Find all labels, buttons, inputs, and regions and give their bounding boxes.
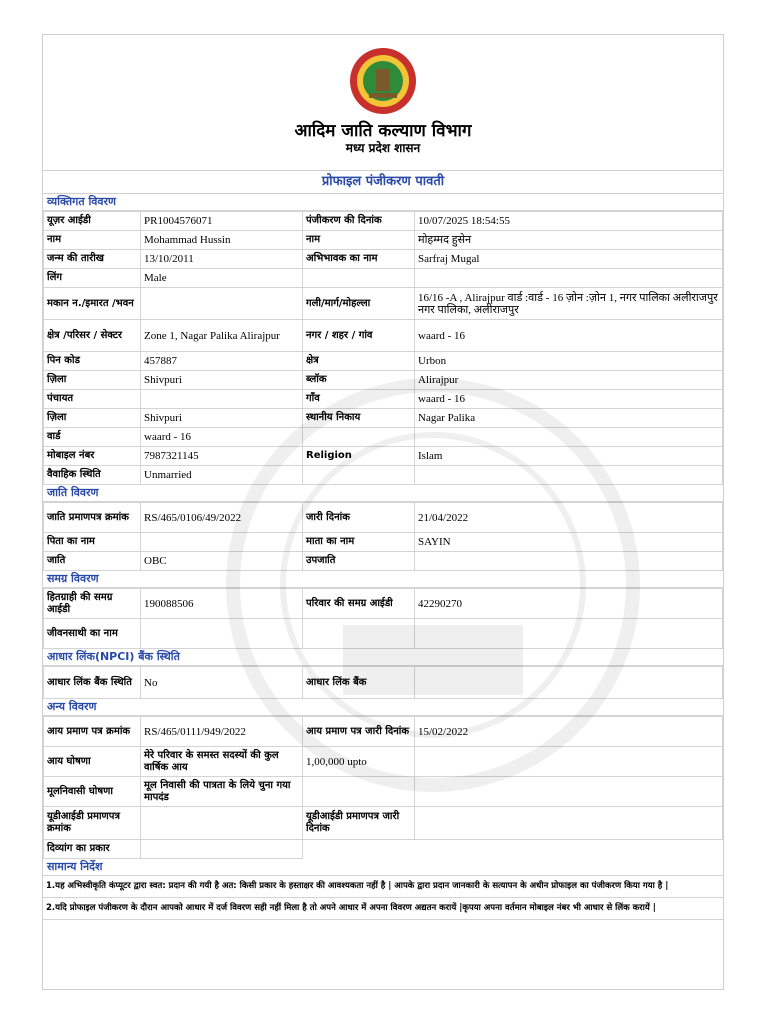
value-region: Urbon xyxy=(415,352,723,371)
label-member-id: हितग्राही की समग्र आईडी xyxy=(44,589,141,619)
label-father: पिता का नाम xyxy=(44,533,141,552)
value-family-id: 42290270 xyxy=(415,589,723,619)
department-title: आदिम जाति कल्याण विभाग xyxy=(294,121,472,141)
value-religion: Islam xyxy=(415,447,723,466)
income-decl-text: मेरे परिवार के समस्त सदस्यों की कुल वार्षिक आय xyxy=(141,747,303,777)
value-user-id: PR1004576071 xyxy=(141,212,303,231)
label-udid-issue: यूडीआईडी प्रमाणपत्र जारी दिनांक xyxy=(303,807,415,840)
label-family-id: परिवार की समग्र आईडी xyxy=(303,589,415,619)
label-religion: Religion xyxy=(303,447,415,466)
section-personal: व्यक्तिगत विवरण xyxy=(43,194,723,211)
label-village: गाँव xyxy=(303,390,415,409)
label-name: नाम xyxy=(44,231,141,250)
section-notes: सामान्य निर्देश xyxy=(43,859,723,876)
label-panchayat: पंचायत xyxy=(44,390,141,409)
value-caste-cert: RS/465/0106/49/2022 xyxy=(141,503,303,533)
label-marital: वैवाहिक स्थिति xyxy=(44,466,141,485)
label-caste: जाति xyxy=(44,552,141,571)
value-income-cert: RS/465/0111/949/2022 xyxy=(141,717,303,747)
other-table xyxy=(43,716,723,859)
personal-table xyxy=(43,211,723,485)
value-marital: Unmarried xyxy=(141,466,303,485)
value-panchayat xyxy=(141,390,303,409)
label-house: मकान न./इमारत /भवन xyxy=(44,288,141,320)
section-other: अन्य विवरण xyxy=(43,699,723,716)
caste-table xyxy=(43,502,723,571)
value-member-id: 190088506 xyxy=(141,589,303,619)
value-name: Mohammad Hussin xyxy=(141,231,303,250)
label-income-decl: आय घोषणा xyxy=(44,747,141,777)
government-name: मध्य प्रदेश शासन xyxy=(345,141,421,155)
value-disability xyxy=(141,840,303,859)
label-mobile: मोबाइल नंबर xyxy=(44,447,141,466)
header xyxy=(43,35,723,171)
value-mobile: 7987321145 xyxy=(141,447,303,466)
label-income-issue: आय प्रमाण पत्र जारी दिनांक xyxy=(303,717,415,747)
section-samagra: समग्र विवरण xyxy=(43,571,723,588)
label-user-id: यूज़र आईडी xyxy=(44,212,141,231)
value-subcaste xyxy=(415,552,723,571)
value-father xyxy=(141,533,303,552)
native-text: मूल निवासी की पात्रता के लिये चुना गया मापदंड xyxy=(141,777,303,807)
value-name-hindi: मोहम्मद हुसेन xyxy=(415,231,723,250)
note-2: 2.यदि प्रोफाइल पंजीकरण के दौरान आपको आधार में दर्ज विवरण सही नहीं मिला है तो अपने आधार में अपना विवरण अद्यतन करायें |कृपया अपना वर्तमान मोबाइल नंबर भी आधार से लिंक करायें | xyxy=(43,898,723,920)
receipt-title: प्रोफाइल पंजीकरण पावती xyxy=(43,171,723,194)
receipt-page xyxy=(42,34,724,990)
mp-emblem-icon xyxy=(349,47,417,115)
label-spouse: जीवनसाथी का नाम xyxy=(44,619,141,649)
label-district: ज़िला xyxy=(44,371,141,390)
value-aadhaar-bank xyxy=(415,667,723,699)
value-city: waard - 16 xyxy=(415,320,723,352)
label-local-body: स्थानीय निकाय xyxy=(303,409,415,428)
label-ward: वार्ड xyxy=(44,428,141,447)
label-aadhaar-bank: आधार लिंक बैंक xyxy=(303,667,415,699)
label-dob: जन्म की तारीख xyxy=(44,250,141,269)
label-reg-date: पंजीकरण की दिनांक xyxy=(303,212,415,231)
value-reg-date: 10/07/2025 18:54:55 xyxy=(415,212,723,231)
label-name-hindi: नाम xyxy=(303,231,415,250)
value-block: Alirajpur xyxy=(415,371,723,390)
value-street: 16/16 -A , Alirajpur वार्ड :वार्ड - 16 ज़ोन :ज़ोन 1, नगर पालिका अलीराजपुर नगर पालिका, अलीराजपुर xyxy=(415,288,723,320)
value-gender: Male xyxy=(141,269,303,288)
label-region: क्षेत्र xyxy=(303,352,415,371)
value-local-body: Nagar Palika xyxy=(415,409,723,428)
aadhaar-table xyxy=(43,666,723,699)
value-village: waard - 16 xyxy=(415,390,723,409)
label-caste-cert: जाति प्रमाणपत्र क्रमांक xyxy=(44,503,141,533)
value-ward: waard - 16 xyxy=(141,428,303,447)
value-area: Zone 1, Nagar Palika Alirajpur xyxy=(141,320,303,352)
value-issue-date: 21/04/2022 xyxy=(415,503,723,533)
label-disability: दिव्यांग का प्रकार xyxy=(44,840,141,859)
label-city: नगर / शहर / गांव xyxy=(303,320,415,352)
label-guardian: अभिभावक का नाम xyxy=(303,250,415,269)
label-street: गली/मार्ग/मोहल्ला xyxy=(303,288,415,320)
value-dob: 13/10/2011 xyxy=(141,250,303,269)
value-caste: OBC xyxy=(141,552,303,571)
value-udid xyxy=(141,807,303,840)
label-native: मूलनिवासी घोषणा xyxy=(44,777,141,807)
label-aadhaar-status: आधार लिंक बैंक स्थिति xyxy=(44,667,141,699)
section-aadhaar: आधार लिंक(NPCI) बैंक स्थिति xyxy=(43,649,723,666)
label-udid: यूडीआईडी प्रमाणपत्र क्रमांक xyxy=(44,807,141,840)
value-district-2: Shivpuri xyxy=(141,409,303,428)
value-guardian: Sarfraj Mugal xyxy=(415,250,723,269)
label-subcaste: उपजाति xyxy=(303,552,415,571)
value-house xyxy=(141,288,303,320)
value-spouse xyxy=(141,619,303,649)
label-income-cert: आय प्रमाण पत्र क्रमांक xyxy=(44,717,141,747)
samagra-table xyxy=(43,588,723,649)
value-income-decl: 1,00,000 upto xyxy=(303,747,415,777)
label-gender: लिंग xyxy=(44,269,141,288)
label-district-2: ज़िला xyxy=(44,409,141,428)
label-issue-date: जारी दिनांक xyxy=(303,503,415,533)
section-caste: जाति विवरण xyxy=(43,485,723,502)
value-mother: SAYIN xyxy=(415,533,723,552)
value-income-issue: 15/02/2022 xyxy=(415,717,723,747)
value-native xyxy=(303,777,415,807)
label-mother: माता का नाम xyxy=(303,533,415,552)
label-pin: पिन कोड xyxy=(44,352,141,371)
label-block: ब्लॉक xyxy=(303,371,415,390)
value-pin: 457887 xyxy=(141,352,303,371)
value-udid-issue xyxy=(415,807,723,840)
value-aadhaar-status: No xyxy=(141,667,303,699)
value-district: Shivpuri xyxy=(141,371,303,390)
label-area: क्षेत्र /परिसर / सेक्टर xyxy=(44,320,141,352)
note-1: 1.यह अभिस्वीकृति कंप्यूटर द्वारा स्वत: प्रदान की गयी है अत: किसी प्रकार के हस्ताक्षर की आवश्यकता नहीं है | आपके द्वारा प्रदान जानकारी के सत्यापन के अधीन प्रोफाइल का पंजीकरण किया गया है | xyxy=(43,876,723,898)
